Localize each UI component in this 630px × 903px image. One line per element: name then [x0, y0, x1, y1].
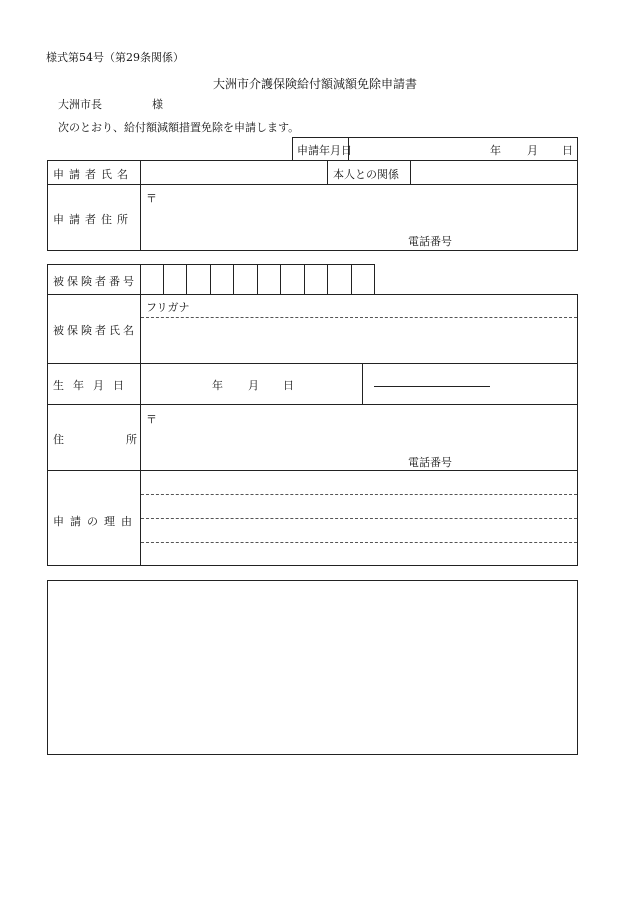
- name-birth-divider: [47, 363, 578, 364]
- applicant-address-label: 申請者住所: [53, 213, 133, 226]
- addressee: 大洲市長: [58, 98, 102, 111]
- relation-label: 本人との関係: [333, 168, 399, 181]
- intro-text: 次のとおり、給付額減額措置免除を申請します。: [58, 121, 300, 134]
- applicant-phone-field[interactable]: [460, 230, 574, 248]
- birth-address-divider: [47, 404, 578, 405]
- year-label: 年: [490, 144, 501, 157]
- application-date-label: 申請年月日: [297, 144, 352, 157]
- applicant-name-field[interactable]: [144, 163, 324, 181]
- applicant-name-label: 申請者氏名: [53, 168, 133, 181]
- applicant-label-divider: [140, 160, 141, 251]
- birth-day-label: 日: [283, 379, 294, 392]
- birth-extra-field[interactable]: [368, 368, 573, 400]
- insured-name-label: 被保険者氏名: [53, 324, 137, 337]
- form-number: 様式第54号（第29条関係）: [46, 51, 184, 64]
- insured-address-field[interactable]: [144, 409, 574, 449]
- address-reason-divider: [47, 470, 578, 471]
- birth-divider: [362, 363, 363, 404]
- applicant-row-divider: [47, 184, 578, 185]
- reason-field[interactable]: [144, 474, 574, 562]
- relation-divider-left: [327, 160, 328, 184]
- furigana-label: フリガナ: [146, 301, 190, 314]
- applicant-phone-label: 電話番号: [408, 235, 452, 248]
- insured-postal-mark: 〒: [146, 413, 157, 426]
- insured-name-field[interactable]: [144, 322, 574, 360]
- insured-address-label: [53, 431, 199, 447]
- notes-box[interactable]: [47, 580, 578, 755]
- birth-month-label: 月: [248, 379, 259, 392]
- furigana-separator: [141, 317, 577, 318]
- relation-field[interactable]: [414, 163, 574, 181]
- honorific: 様: [152, 98, 163, 111]
- birth-date-label: 生年月日: [53, 379, 133, 392]
- applicant-address-field[interactable]: [144, 188, 574, 228]
- insured-address-text: 住所: [53, 433, 199, 446]
- insured-number-label: 被保険者番号: [53, 275, 137, 288]
- relation-divider-right: [410, 160, 411, 184]
- application-date-field[interactable]: [352, 140, 482, 158]
- day-label: 日: [562, 144, 573, 157]
- insured-phone-label: 電話番号: [408, 456, 452, 469]
- form-title: 大洲市介護保険給付額減額免除申請書: [212, 77, 417, 91]
- birth-year-label: 年: [212, 379, 223, 392]
- reason-label: 申請の理由: [53, 515, 138, 528]
- insured-number-field[interactable]: [141, 265, 374, 294]
- applicant-postal-mark: 〒: [146, 192, 157, 205]
- insured-label-divider: [140, 294, 141, 566]
- furigana-field[interactable]: [210, 297, 570, 315]
- birth-date-field[interactable]: [144, 368, 358, 400]
- month-label: 月: [527, 144, 538, 157]
- insured-phone-field[interactable]: [460, 451, 574, 468]
